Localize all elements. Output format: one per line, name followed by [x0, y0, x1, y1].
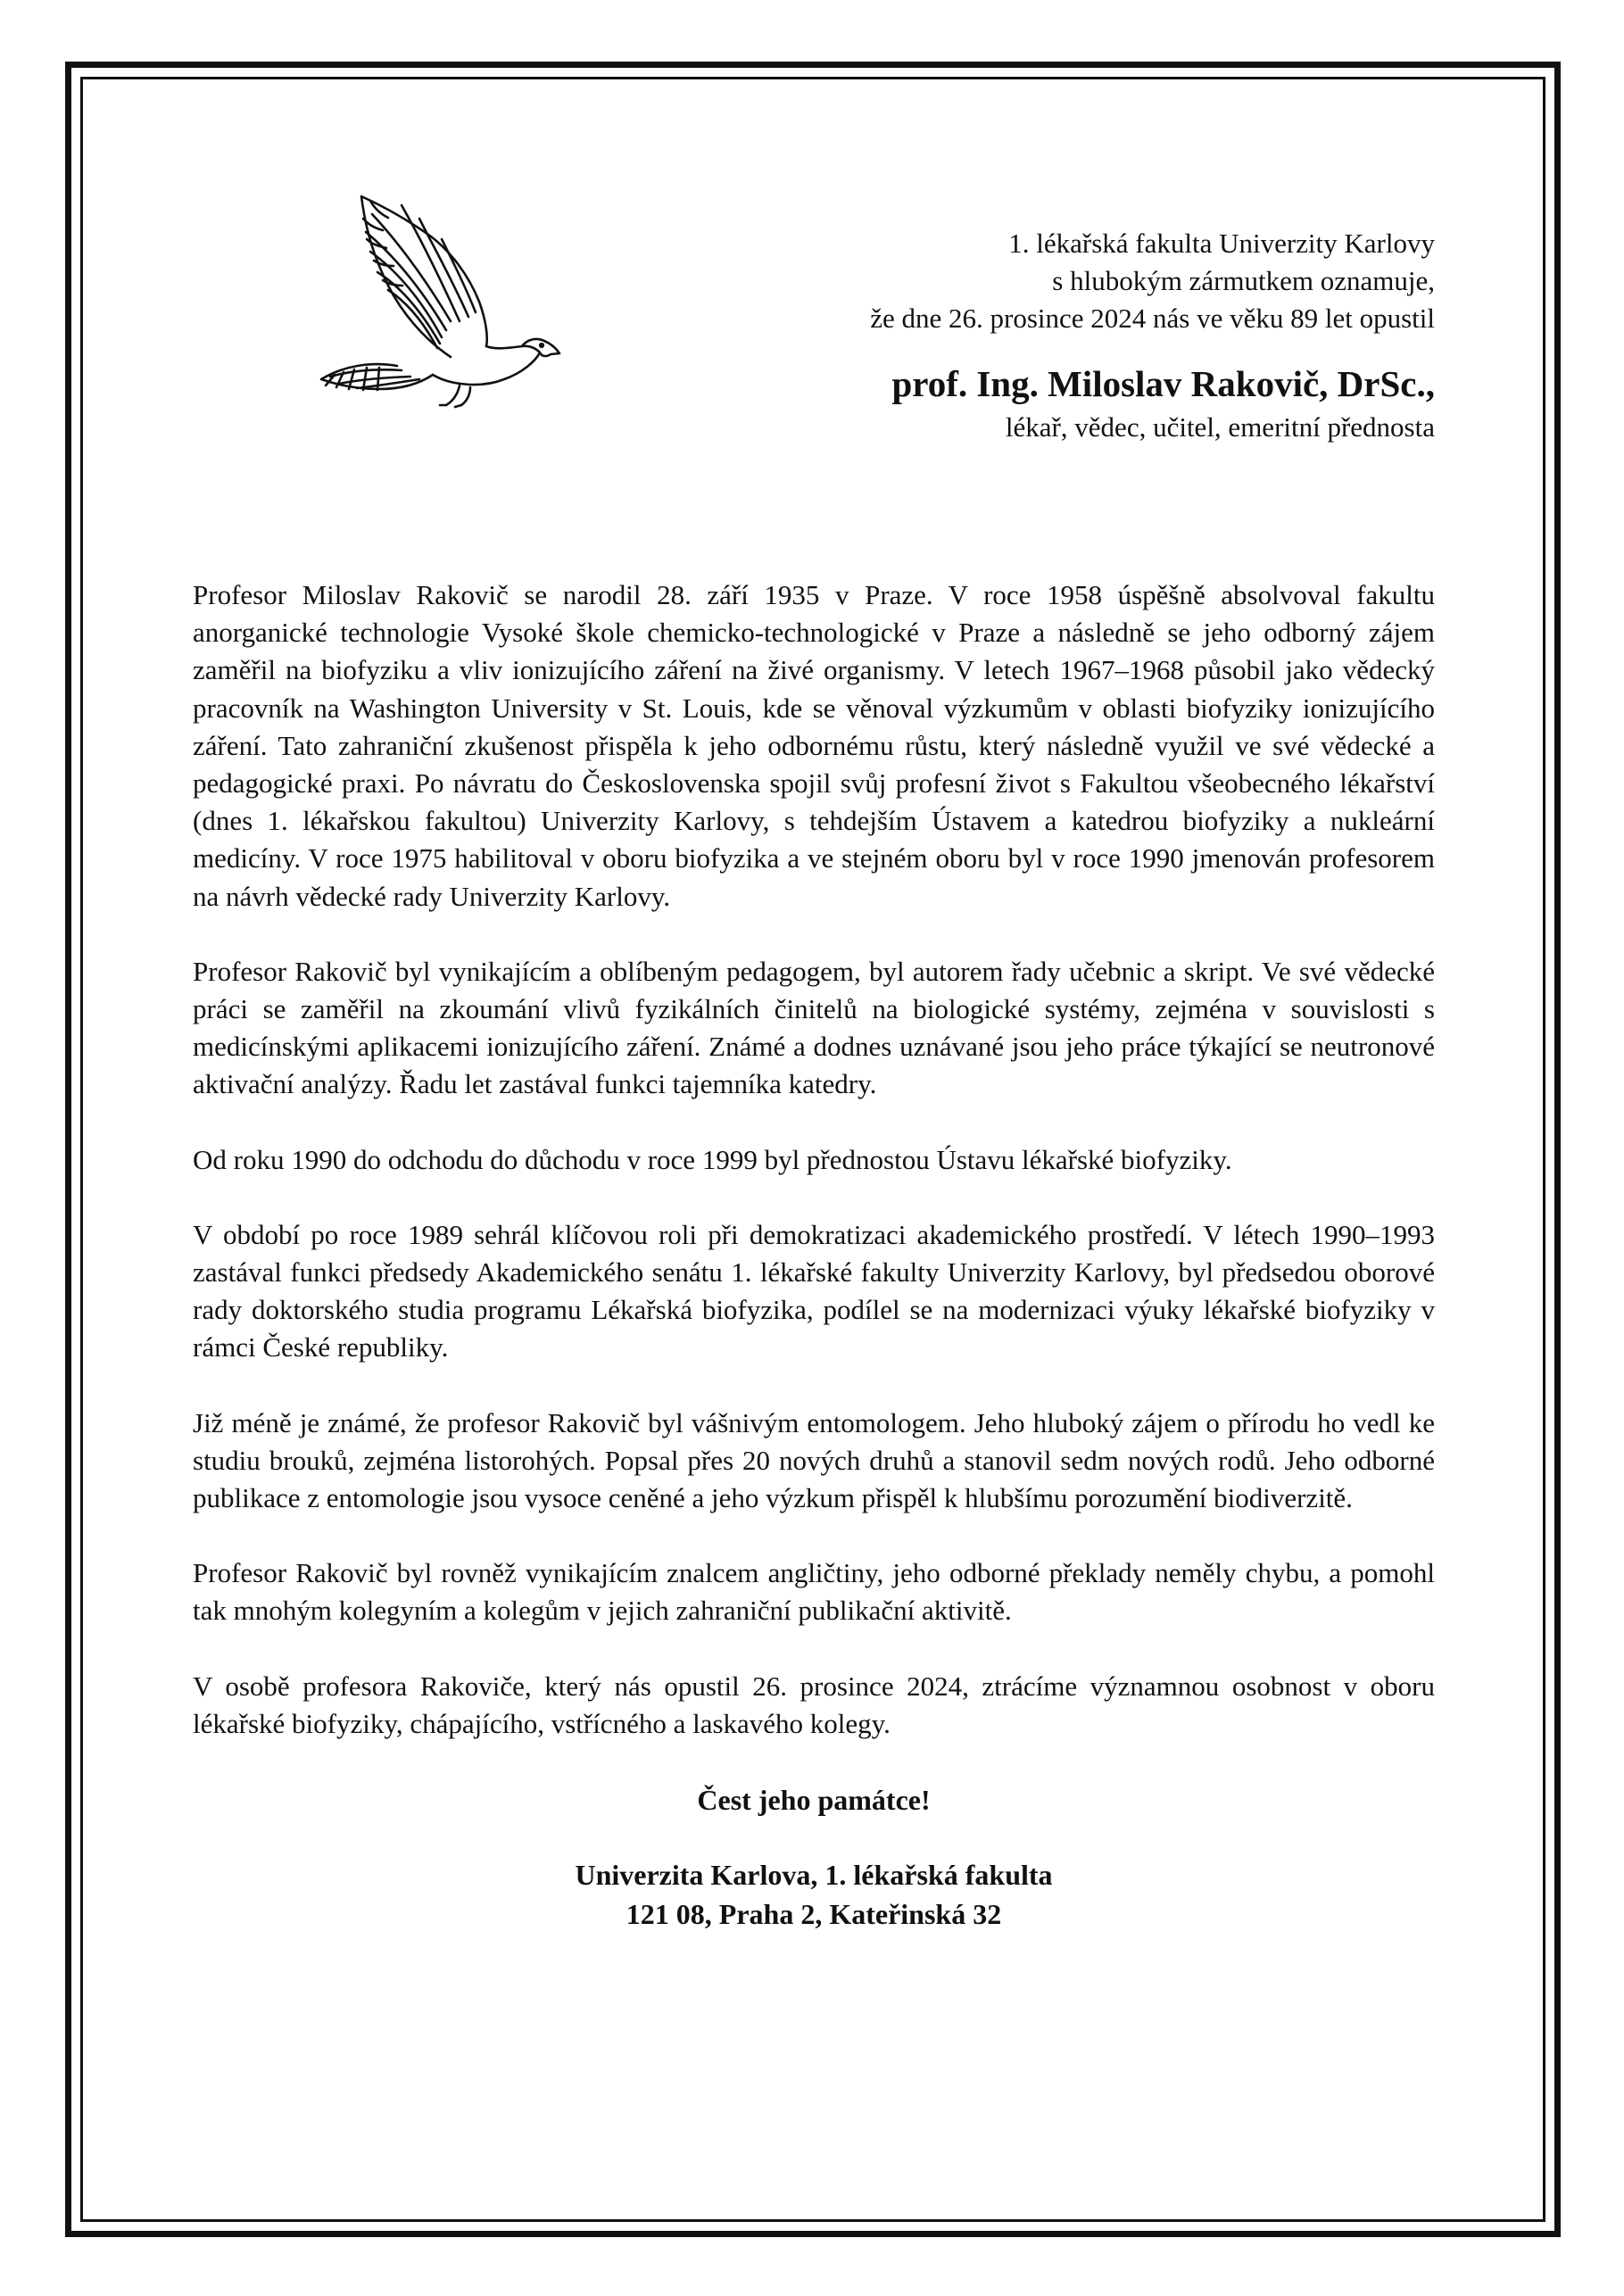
organization-address: 121 08, Praha 2, Kateřinská 32 — [626, 1898, 1002, 1931]
announcement-line-faculty: 1. lékařská fakulta Univerzity Karlovy — [1008, 228, 1435, 259]
obituary-body — [193, 576, 1435, 1934]
announcement-line-date: že dne 26. prosince 2024 nás ve věku 89 let opustil — [870, 303, 1435, 334]
tribute-line: Čest jeho památce! — [697, 1784, 931, 1817]
announcement-line-sorrow: s hlubokým zármutkem oznamuje, — [1052, 265, 1435, 296]
paragraph-head-of-institute: Od roku 1990 do odchodu do důchodu v roce 1999 byl přednostou Ústavu lékařské biofyziky. — [193, 1143, 1232, 1175]
organization-name: Univerzita Karlova, 1. lékařská fakulta — [575, 1859, 1053, 1892]
deceased-roles: lékař, vědec, učitel, emeritní přednosta — [1005, 411, 1435, 443]
paragraph-biography: Profesor Miloslav Rakovič se narodil 28. září 1935 v Praze. V roce 1958 úspěšně absolvoval fakultu anorganické technologie Vysoké škole chemicko-technologické v Praze a následně se jeho odborný zájem zaměřil na biofyziku a vliv ionizujícího záření na živé organismy. V letech 1967–1968 působil jako vědecký pracovník na Washington University v St. Louis, kde se věnoval výzkumům v oblasti biofyziky ionizujícího záření. Tato zahraniční zkušenost přispěla k jeho odbornému růstu, který následně využil ve své vědecké a pedagogické praxi. Po návratu do Československa spojil svůj profesní život s Fakultou všeobecného lékařství (dnes 1. lékařskou fakultou) Univerzity Karlovy, s tehdejším Ústavem a katedrou biofyziky a nukleární medicíny. V roce 1975 habilitoval v oboru biofyzika a ve stejném oboru byl v roce 1990 jmenován profesorem na návrh vědecké rady Univerzity Karlovy. — [193, 579, 1435, 912]
announcement-header — [543, 225, 1435, 446]
paragraph-democratization: V období po roce 1989 sehrál klíčovou roli při demokratizaci akademického prostředí. V létech 1990–1993 zastával funkci předsedy Akademického senátu 1. lékařské fakulty Univerzity Karlovy, byl předsedou oborové rady doktorského studia programu Lékařská biofyzika, podílel se na modernizaci výuky lékařské biofyziky v rámci České republiky. — [193, 1218, 1435, 1364]
paragraph-english: Profesor Rakovič byl rovněž vynikajícím znalcem angličtiny, jeho odborné překlady neměly chybu, a pomohl tak mnohým kolegyním a kolegům v jejich zahraniční publikační aktivitě. — [193, 1557, 1435, 1627]
paragraph-entomology: Již méně je známé, že profesor Rakovič byl vášnivým entomologem. Jeho hluboký zájem o přírodu ho vedl ke studiu brouků, zejména listorohých. Popsal přes 20 nových druhů a stanovil sedm nových rodů. Jeho odborné publikace z entomologie jsou vysoce ceněné a jeho výzkum přispěl k hlubšímu porozumění biodiverzitě. — [193, 1406, 1435, 1514]
deceased-name: prof. Ing. Miloslav Rakovič, DrSc., — [891, 363, 1435, 404]
dove-icon — [317, 187, 567, 410]
paragraph-loss: V osobě profesora Rakoviče, který nás opustil 26. prosince 2024, ztrácíme významnou osobnost v oboru lékařské biofyziky, chápajícího, vstřícného a laskavého kolegy. — [193, 1670, 1435, 1739]
paragraph-pedagogy: Profesor Rakovič byl vynikajícím a oblíbeným pedagogem, byl autorem řady učebnic a skript. Ve své vědecké práci se zaměřil na zkoumání vlivů fyzikálních činitelů na biologické systémy, zejména v souvislosti s medicínskými aplikacemi ionizujícího záření. Známé a dodnes uznávané jsou jeho práce týkající se neutronové aktivační analýzy. Řadu let zastával funkci tajemníka katedry. — [193, 955, 1435, 1100]
